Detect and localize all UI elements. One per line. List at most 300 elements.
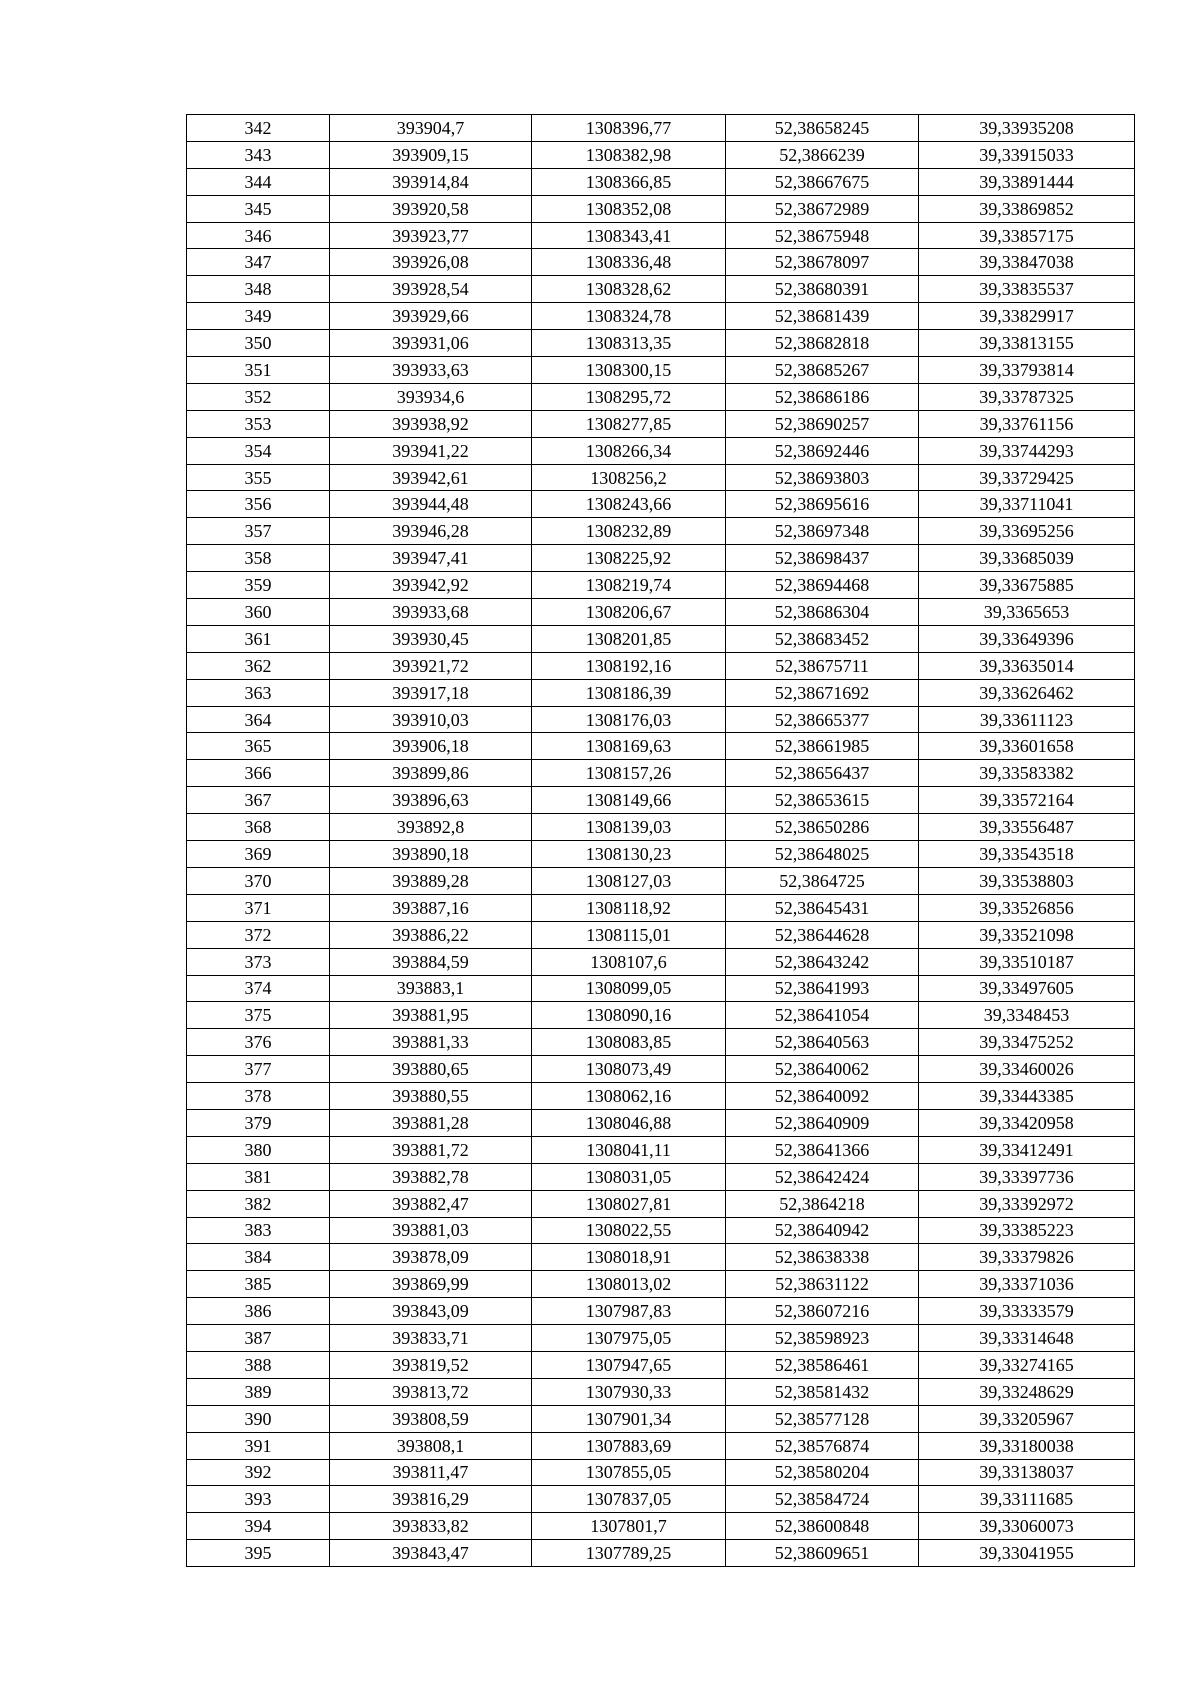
point-number-cell: 389 <box>187 1378 330 1405</box>
longitude-cell: 39,33729425 <box>919 464 1135 491</box>
point-number-cell: 365 <box>187 733 330 760</box>
longitude-cell: 39,33060073 <box>919 1513 1135 1540</box>
longitude-cell: 39,3365653 <box>919 599 1135 626</box>
point-number-cell: 362 <box>187 652 330 679</box>
longitude-cell: 39,33314648 <box>919 1325 1135 1352</box>
y-coordinate-cell: 1308396,77 <box>532 115 726 142</box>
x-coordinate-cell: 393923,77 <box>330 222 532 249</box>
y-coordinate-cell: 1308139,03 <box>532 814 726 841</box>
table-row <box>187 545 1135 572</box>
longitude-cell: 39,33626462 <box>919 679 1135 706</box>
table-row <box>187 1432 1135 1459</box>
y-coordinate-cell: 1308157,26 <box>532 760 726 787</box>
point-number-cell: 367 <box>187 787 330 814</box>
y-coordinate-cell: 1308206,67 <box>532 599 726 626</box>
latitude-cell: 52,38686304 <box>726 599 919 626</box>
y-coordinate-cell: 1308169,63 <box>532 733 726 760</box>
point-number-cell: 386 <box>187 1298 330 1325</box>
x-coordinate-cell: 393843,47 <box>330 1540 532 1567</box>
y-coordinate-cell: 1308313,35 <box>532 330 726 357</box>
table-row <box>187 1217 1135 1244</box>
longitude-cell: 39,33460026 <box>919 1056 1135 1083</box>
table-row <box>187 652 1135 679</box>
latitude-cell: 52,38665377 <box>726 706 919 733</box>
table-row <box>187 1459 1135 1486</box>
x-coordinate-cell: 393933,63 <box>330 357 532 384</box>
y-coordinate-cell: 1308352,08 <box>532 195 726 222</box>
longitude-cell: 39,33787325 <box>919 383 1135 410</box>
longitude-cell: 39,33248629 <box>919 1378 1135 1405</box>
latitude-cell: 52,3864725 <box>726 867 919 894</box>
point-number-cell: 347 <box>187 249 330 276</box>
longitude-cell: 39,33556487 <box>919 814 1135 841</box>
latitude-cell: 52,38695616 <box>726 491 919 518</box>
longitude-cell: 39,33205967 <box>919 1405 1135 1432</box>
y-coordinate-cell: 1308328,62 <box>532 276 726 303</box>
x-coordinate-cell: 393942,92 <box>330 572 532 599</box>
table-row <box>187 625 1135 652</box>
point-number-cell: 392 <box>187 1459 330 1486</box>
latitude-cell: 52,38675948 <box>726 222 919 249</box>
longitude-cell: 39,33611123 <box>919 706 1135 733</box>
x-coordinate-cell: 393904,7 <box>330 115 532 142</box>
latitude-cell: 52,38672989 <box>726 195 919 222</box>
y-coordinate-cell: 1308186,39 <box>532 679 726 706</box>
longitude-cell: 39,33497605 <box>919 975 1135 1002</box>
longitude-cell: 39,33601658 <box>919 733 1135 760</box>
point-number-cell: 385 <box>187 1271 330 1298</box>
longitude-cell: 39,33915033 <box>919 141 1135 168</box>
table-row <box>187 1002 1135 1029</box>
table-row <box>187 1136 1135 1163</box>
longitude-cell: 39,33675885 <box>919 572 1135 599</box>
x-coordinate-cell: 393933,68 <box>330 599 532 626</box>
table-row <box>187 1298 1135 1325</box>
x-coordinate-cell: 393934,6 <box>330 383 532 410</box>
longitude-cell: 39,33761156 <box>919 410 1135 437</box>
point-number-cell: 371 <box>187 894 330 921</box>
point-number-cell: 343 <box>187 141 330 168</box>
longitude-cell: 39,33793814 <box>919 357 1135 384</box>
y-coordinate-cell: 1308099,05 <box>532 975 726 1002</box>
table-row <box>187 1378 1135 1405</box>
y-coordinate-cell: 1308336,48 <box>532 249 726 276</box>
y-coordinate-cell: 1308232,89 <box>532 518 726 545</box>
point-number-cell: 344 <box>187 168 330 195</box>
latitude-cell: 52,38685267 <box>726 357 919 384</box>
latitude-cell: 52,38641993 <box>726 975 919 1002</box>
latitude-cell: 52,38680391 <box>726 276 919 303</box>
latitude-cell: 52,38598923 <box>726 1325 919 1352</box>
latitude-cell: 52,3866239 <box>726 141 919 168</box>
y-coordinate-cell: 1308118,92 <box>532 894 726 921</box>
latitude-cell: 52,38683452 <box>726 625 919 652</box>
latitude-cell: 52,38641054 <box>726 1002 919 1029</box>
point-number-cell: 346 <box>187 222 330 249</box>
x-coordinate-cell: 393914,84 <box>330 168 532 195</box>
point-number-cell: 376 <box>187 1029 330 1056</box>
longitude-cell: 39,33572164 <box>919 787 1135 814</box>
coordinates-table-body <box>187 115 1135 1567</box>
latitude-cell: 52,38690257 <box>726 410 919 437</box>
table-row <box>187 168 1135 195</box>
table-row <box>187 464 1135 491</box>
x-coordinate-cell: 393909,15 <box>330 141 532 168</box>
y-coordinate-cell: 1308149,66 <box>532 787 726 814</box>
table-row <box>187 1163 1135 1190</box>
latitude-cell: 52,38641366 <box>726 1136 919 1163</box>
x-coordinate-cell: 393941,22 <box>330 437 532 464</box>
longitude-cell: 39,33510187 <box>919 948 1135 975</box>
latitude-cell: 52,38645431 <box>726 894 919 921</box>
x-coordinate-cell: 393931,06 <box>330 330 532 357</box>
table-row <box>187 733 1135 760</box>
point-number-cell: 388 <box>187 1351 330 1378</box>
x-coordinate-cell: 393813,72 <box>330 1378 532 1405</box>
longitude-cell: 39,33891444 <box>919 168 1135 195</box>
table-row <box>187 1109 1135 1136</box>
point-number-cell: 363 <box>187 679 330 706</box>
x-coordinate-cell: 393881,72 <box>330 1136 532 1163</box>
latitude-cell: 52,38678097 <box>726 249 919 276</box>
x-coordinate-cell: 393887,16 <box>330 894 532 921</box>
x-coordinate-cell: 393878,09 <box>330 1244 532 1271</box>
y-coordinate-cell: 1308300,15 <box>532 357 726 384</box>
table-row <box>187 410 1135 437</box>
point-number-cell: 395 <box>187 1540 330 1567</box>
longitude-cell: 39,33420958 <box>919 1109 1135 1136</box>
latitude-cell: 52,38648025 <box>726 841 919 868</box>
x-coordinate-cell: 393928,54 <box>330 276 532 303</box>
x-coordinate-cell: 393890,18 <box>330 841 532 868</box>
table-row <box>187 1271 1135 1298</box>
table-row <box>187 330 1135 357</box>
x-coordinate-cell: 393881,03 <box>330 1217 532 1244</box>
y-coordinate-cell: 1308343,41 <box>532 222 726 249</box>
latitude-cell: 52,38640942 <box>726 1217 919 1244</box>
x-coordinate-cell: 393926,08 <box>330 249 532 276</box>
longitude-cell: 39,33274165 <box>919 1351 1135 1378</box>
point-number-cell: 354 <box>187 437 330 464</box>
latitude-cell: 52,38640563 <box>726 1029 919 1056</box>
latitude-cell: 52,38698437 <box>726 545 919 572</box>
point-number-cell: 384 <box>187 1244 330 1271</box>
point-number-cell: 358 <box>187 545 330 572</box>
latitude-cell: 52,38656437 <box>726 760 919 787</box>
table-row <box>187 491 1135 518</box>
longitude-cell: 39,33041955 <box>919 1540 1135 1567</box>
point-number-cell: 380 <box>187 1136 330 1163</box>
point-number-cell: 349 <box>187 303 330 330</box>
table-row <box>187 948 1135 975</box>
table-row <box>187 760 1135 787</box>
y-coordinate-cell: 1308046,88 <box>532 1109 726 1136</box>
x-coordinate-cell: 393889,28 <box>330 867 532 894</box>
x-coordinate-cell: 393881,28 <box>330 1109 532 1136</box>
latitude-cell: 52,38584724 <box>726 1486 919 1513</box>
x-coordinate-cell: 393869,99 <box>330 1271 532 1298</box>
y-coordinate-cell: 1308382,98 <box>532 141 726 168</box>
table-row <box>187 276 1135 303</box>
y-coordinate-cell: 1308031,05 <box>532 1163 726 1190</box>
table-row <box>187 1325 1135 1352</box>
longitude-cell: 39,33138037 <box>919 1459 1135 1486</box>
table-row <box>187 1351 1135 1378</box>
y-coordinate-cell: 1308324,78 <box>532 303 726 330</box>
table-row <box>187 437 1135 464</box>
x-coordinate-cell: 393942,61 <box>330 464 532 491</box>
table-row <box>187 1083 1135 1110</box>
y-coordinate-cell: 1308022,55 <box>532 1217 726 1244</box>
point-number-cell: 345 <box>187 195 330 222</box>
table-row <box>187 357 1135 384</box>
y-coordinate-cell: 1308219,74 <box>532 572 726 599</box>
x-coordinate-cell: 393843,09 <box>330 1298 532 1325</box>
point-number-cell: 382 <box>187 1190 330 1217</box>
x-coordinate-cell: 393906,18 <box>330 733 532 760</box>
y-coordinate-cell: 1307987,83 <box>532 1298 726 1325</box>
y-coordinate-cell: 1308013,02 <box>532 1271 726 1298</box>
y-coordinate-cell: 1308295,72 <box>532 383 726 410</box>
y-coordinate-cell: 1308225,92 <box>532 545 726 572</box>
latitude-cell: 52,38607216 <box>726 1298 919 1325</box>
longitude-cell: 39,33649396 <box>919 625 1135 652</box>
point-number-cell: 373 <box>187 948 330 975</box>
longitude-cell: 39,33392972 <box>919 1190 1135 1217</box>
x-coordinate-cell: 393816,29 <box>330 1486 532 1513</box>
longitude-cell: 39,33371036 <box>919 1271 1135 1298</box>
point-number-cell: 387 <box>187 1325 330 1352</box>
latitude-cell: 52,38671692 <box>726 679 919 706</box>
longitude-cell: 39,33685039 <box>919 545 1135 572</box>
point-number-cell: 368 <box>187 814 330 841</box>
point-number-cell: 342 <box>187 115 330 142</box>
point-number-cell: 348 <box>187 276 330 303</box>
coordinates-table <box>186 114 1135 1567</box>
y-coordinate-cell: 1308266,34 <box>532 437 726 464</box>
longitude-cell: 39,33583382 <box>919 760 1135 787</box>
point-number-cell: 356 <box>187 491 330 518</box>
point-number-cell: 383 <box>187 1217 330 1244</box>
point-number-cell: 355 <box>187 464 330 491</box>
latitude-cell: 52,38692446 <box>726 437 919 464</box>
x-coordinate-cell: 393930,45 <box>330 625 532 652</box>
latitude-cell: 52,38640909 <box>726 1109 919 1136</box>
table-row <box>187 518 1135 545</box>
y-coordinate-cell: 1308090,16 <box>532 1002 726 1029</box>
y-coordinate-cell: 1308115,01 <box>532 921 726 948</box>
table-row <box>187 115 1135 142</box>
table-row <box>187 814 1135 841</box>
y-coordinate-cell: 1308027,81 <box>532 1190 726 1217</box>
y-coordinate-cell: 1307975,05 <box>532 1325 726 1352</box>
latitude-cell: 52,38681439 <box>726 303 919 330</box>
longitude-cell: 39,33111685 <box>919 1486 1135 1513</box>
latitude-cell: 52,38640092 <box>726 1083 919 1110</box>
longitude-cell: 39,33521098 <box>919 921 1135 948</box>
point-number-cell: 357 <box>187 518 330 545</box>
longitude-cell: 39,33695256 <box>919 518 1135 545</box>
x-coordinate-cell: 393881,33 <box>330 1029 532 1056</box>
table-row <box>187 195 1135 222</box>
x-coordinate-cell: 393917,18 <box>330 679 532 706</box>
point-number-cell: 366 <box>187 760 330 787</box>
latitude-cell: 52,38581432 <box>726 1378 919 1405</box>
x-coordinate-cell: 393833,82 <box>330 1513 532 1540</box>
y-coordinate-cell: 1307930,33 <box>532 1378 726 1405</box>
x-coordinate-cell: 393896,63 <box>330 787 532 814</box>
longitude-cell: 39,33543518 <box>919 841 1135 868</box>
point-number-cell: 390 <box>187 1405 330 1432</box>
point-number-cell: 351 <box>187 357 330 384</box>
longitude-cell: 39,33813155 <box>919 330 1135 357</box>
y-coordinate-cell: 1308201,85 <box>532 625 726 652</box>
latitude-cell: 52,38682818 <box>726 330 919 357</box>
y-coordinate-cell: 1308256,2 <box>532 464 726 491</box>
y-coordinate-cell: 1308176,03 <box>532 706 726 733</box>
latitude-cell: 52,38642424 <box>726 1163 919 1190</box>
x-coordinate-cell: 393886,22 <box>330 921 532 948</box>
longitude-cell: 39,3348453 <box>919 1002 1135 1029</box>
latitude-cell: 52,38644628 <box>726 921 919 948</box>
table-row <box>187 894 1135 921</box>
point-number-cell: 391 <box>187 1432 330 1459</box>
table-row <box>187 1486 1135 1513</box>
table-row <box>187 1540 1135 1567</box>
latitude-cell: 52,38697348 <box>726 518 919 545</box>
point-number-cell: 361 <box>187 625 330 652</box>
longitude-cell: 39,33935208 <box>919 115 1135 142</box>
longitude-cell: 39,33847038 <box>919 249 1135 276</box>
longitude-cell: 39,33412491 <box>919 1136 1135 1163</box>
x-coordinate-cell: 393880,55 <box>330 1083 532 1110</box>
longitude-cell: 39,33526856 <box>919 894 1135 921</box>
point-number-cell: 393 <box>187 1486 330 1513</box>
table-row <box>187 572 1135 599</box>
point-number-cell: 360 <box>187 599 330 626</box>
y-coordinate-cell: 1307789,25 <box>532 1540 726 1567</box>
y-coordinate-cell: 1307855,05 <box>532 1459 726 1486</box>
latitude-cell: 52,38586461 <box>726 1351 919 1378</box>
x-coordinate-cell: 393947,41 <box>330 545 532 572</box>
latitude-cell: 52,38661985 <box>726 733 919 760</box>
longitude-cell: 39,33829917 <box>919 303 1135 330</box>
table-row <box>187 303 1135 330</box>
point-number-cell: 350 <box>187 330 330 357</box>
y-coordinate-cell: 1308083,85 <box>532 1029 726 1056</box>
y-coordinate-cell: 1308243,66 <box>532 491 726 518</box>
x-coordinate-cell: 393819,52 <box>330 1351 532 1378</box>
latitude-cell: 52,3864218 <box>726 1190 919 1217</box>
table-row <box>187 867 1135 894</box>
longitude-cell: 39,33835537 <box>919 276 1135 303</box>
x-coordinate-cell: 393811,47 <box>330 1459 532 1486</box>
table-row <box>187 706 1135 733</box>
point-number-cell: 359 <box>187 572 330 599</box>
point-number-cell: 375 <box>187 1002 330 1029</box>
latitude-cell: 52,38694468 <box>726 572 919 599</box>
x-coordinate-cell: 393892,8 <box>330 814 532 841</box>
latitude-cell: 52,38640062 <box>726 1056 919 1083</box>
point-number-cell: 377 <box>187 1056 330 1083</box>
latitude-cell: 52,38650286 <box>726 814 919 841</box>
table-row <box>187 1056 1135 1083</box>
table-row <box>187 1405 1135 1432</box>
point-number-cell: 394 <box>187 1513 330 1540</box>
y-coordinate-cell: 1308130,23 <box>532 841 726 868</box>
x-coordinate-cell: 393884,59 <box>330 948 532 975</box>
latitude-cell: 52,38577128 <box>726 1405 919 1432</box>
table-row <box>187 599 1135 626</box>
point-number-cell: 379 <box>187 1109 330 1136</box>
longitude-cell: 39,33385223 <box>919 1217 1135 1244</box>
table-row <box>187 975 1135 1002</box>
longitude-cell: 39,33744293 <box>919 437 1135 464</box>
point-number-cell: 352 <box>187 383 330 410</box>
longitude-cell: 39,33711041 <box>919 491 1135 518</box>
x-coordinate-cell: 393833,71 <box>330 1325 532 1352</box>
x-coordinate-cell: 393899,86 <box>330 760 532 787</box>
table-row <box>187 383 1135 410</box>
point-number-cell: 374 <box>187 975 330 1002</box>
table-row <box>187 1513 1135 1540</box>
y-coordinate-cell: 1308192,16 <box>532 652 726 679</box>
table-row <box>187 921 1135 948</box>
x-coordinate-cell: 393882,47 <box>330 1190 532 1217</box>
longitude-cell: 39,33333579 <box>919 1298 1135 1325</box>
longitude-cell: 39,33180038 <box>919 1432 1135 1459</box>
point-number-cell: 353 <box>187 410 330 437</box>
y-coordinate-cell: 1308127,03 <box>532 867 726 894</box>
x-coordinate-cell: 393920,58 <box>330 195 532 222</box>
x-coordinate-cell: 393946,28 <box>330 518 532 545</box>
latitude-cell: 52,38609651 <box>726 1540 919 1567</box>
latitude-cell: 52,38600848 <box>726 1513 919 1540</box>
x-coordinate-cell: 393808,59 <box>330 1405 532 1432</box>
table-row <box>187 1029 1135 1056</box>
table-row <box>187 249 1135 276</box>
x-coordinate-cell: 393881,95 <box>330 1002 532 1029</box>
x-coordinate-cell: 393883,1 <box>330 975 532 1002</box>
table-row <box>187 787 1135 814</box>
y-coordinate-cell: 1308018,91 <box>532 1244 726 1271</box>
point-number-cell: 372 <box>187 921 330 948</box>
longitude-cell: 39,33443385 <box>919 1083 1135 1110</box>
longitude-cell: 39,33379826 <box>919 1244 1135 1271</box>
longitude-cell: 39,33635014 <box>919 652 1135 679</box>
y-coordinate-cell: 1308041,11 <box>532 1136 726 1163</box>
point-number-cell: 378 <box>187 1083 330 1110</box>
longitude-cell: 39,33538803 <box>919 867 1135 894</box>
longitude-cell: 39,33869852 <box>919 195 1135 222</box>
x-coordinate-cell: 393882,78 <box>330 1163 532 1190</box>
latitude-cell: 52,38638338 <box>726 1244 919 1271</box>
table-row <box>187 1190 1135 1217</box>
x-coordinate-cell: 393944,48 <box>330 491 532 518</box>
table-row <box>187 1244 1135 1271</box>
table-row <box>187 841 1135 868</box>
table-row <box>187 679 1135 706</box>
y-coordinate-cell: 1307837,05 <box>532 1486 726 1513</box>
y-coordinate-cell: 1308073,49 <box>532 1056 726 1083</box>
y-coordinate-cell: 1307801,7 <box>532 1513 726 1540</box>
longitude-cell: 39,33475252 <box>919 1029 1135 1056</box>
latitude-cell: 52,38667675 <box>726 168 919 195</box>
latitude-cell: 52,38658245 <box>726 115 919 142</box>
latitude-cell: 52,38686186 <box>726 383 919 410</box>
x-coordinate-cell: 393921,72 <box>330 652 532 679</box>
longitude-cell: 39,33857175 <box>919 222 1135 249</box>
